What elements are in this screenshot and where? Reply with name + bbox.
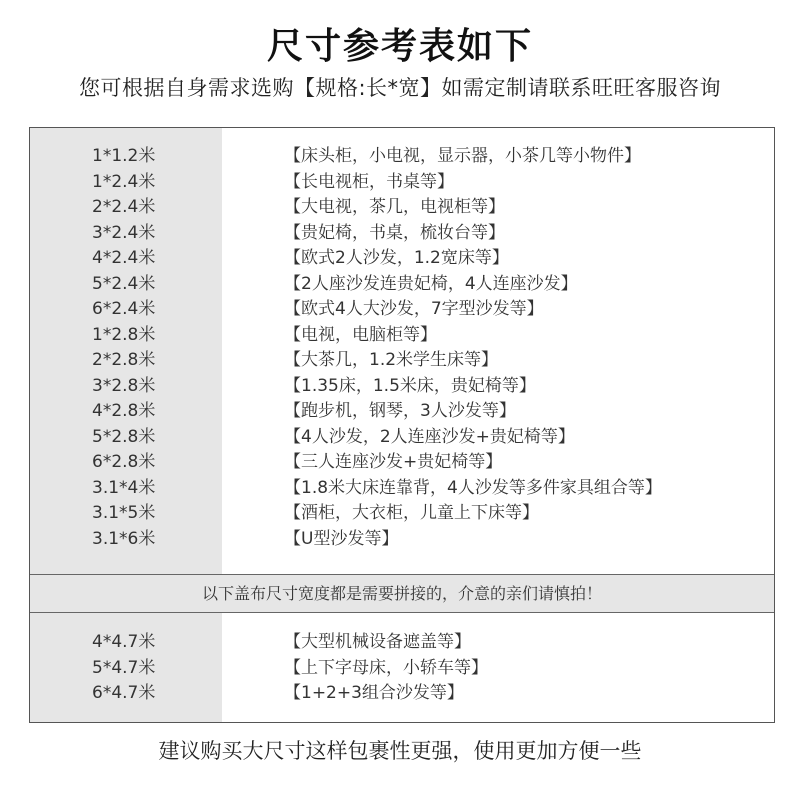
table-row — [30, 656, 774, 681]
usage-cell: 【大电视，茶几，电视柜等】 — [284, 197, 505, 217]
usage-cell: 【酒柜，大衣柜，儿童上下床等】 — [284, 503, 539, 523]
size-cell: 5*4.7米 — [92, 657, 156, 678]
size-cell: 3.1*5米 — [92, 503, 156, 523]
size-cell: 4*4.7米 — [92, 632, 156, 652]
usage-cell: 【欧式4人大沙发，7字型沙发等】 — [284, 299, 544, 319]
size-cell: 3.1*4米 — [92, 477, 156, 498]
page-subtitle: 您可根据自身需求选购【规格:长*宽】如需定制请联系旺旺客服咨询 — [78, 76, 722, 100]
usage-cell: 【上下字母床，小轿车等】 — [284, 657, 488, 678]
usage-cell: 【大型机械设备遮盖等】 — [284, 632, 471, 652]
size-reference-table — [29, 127, 775, 723]
table-row — [30, 348, 774, 373]
usage-cell: 【长电视柜，书桌等】 — [284, 171, 454, 192]
size-cell: 4*2.4米 — [92, 248, 156, 268]
size-cell: 5*2.8米 — [92, 426, 156, 447]
usage-cell: 【贵妃椅，书桌，梳妆台等】 — [284, 222, 505, 243]
size-cell: 4*2.8米 — [92, 401, 156, 421]
size-cell: 2*2.8米 — [92, 350, 156, 370]
usage-cell: 【1.8米大床连靠背，4人沙发等多件家具组合等】 — [284, 477, 662, 498]
table-row — [30, 272, 774, 297]
size-cell: 6*4.7米 — [92, 683, 156, 703]
table-row — [30, 297, 774, 322]
usage-cell: 【电视，电脑柜等】 — [284, 324, 437, 345]
divider — [30, 612, 774, 613]
table-row — [30, 195, 774, 220]
size-cell: 3*2.8米 — [92, 375, 156, 396]
table-row — [30, 425, 774, 450]
table-row — [30, 221, 774, 246]
usage-cell: 【1.35床，1.5米床，贵妃椅等】 — [284, 375, 536, 396]
footer-note: 建议购买大尺寸这样包裹性更强，使用更加方便一些 — [158, 739, 642, 763]
usage-cell: 【欧式2人沙发，1.2宽床等】 — [284, 248, 509, 268]
table-row — [30, 501, 774, 526]
splice-notice: 以下盖布尺寸宽度都是需要拼接的，介意的亲们请慎拍！ — [30, 575, 774, 612]
size-cell: 1*1.2米 — [92, 146, 156, 166]
usage-cell: 【1+2+3组合沙发等】 — [284, 683, 464, 703]
table-row — [30, 144, 774, 169]
table-row — [30, 399, 774, 424]
table-row — [30, 527, 774, 552]
size-cell: 1*2.8米 — [92, 324, 156, 345]
usage-cell: 【U型沙发等】 — [284, 528, 399, 549]
page-title: 尺寸参考表如下 — [266, 26, 533, 67]
usage-cell: 【三人连座沙发+贵妃椅等】 — [284, 452, 503, 472]
table-row — [30, 450, 774, 475]
size-cell: 1*2.4米 — [92, 171, 156, 192]
table-row — [30, 323, 774, 348]
usage-cell: 【2人座沙发连贵妃椅，4人连座沙发】 — [284, 273, 578, 294]
table-row — [30, 681, 774, 706]
size-cell: 3*2.4米 — [92, 222, 156, 243]
usage-cell: 【4人沙发，2人连座沙发+贵妃椅等】 — [284, 426, 575, 447]
table-row — [30, 476, 774, 501]
size-cell: 5*2.4米 — [92, 273, 156, 294]
usage-cell: 【大茶几，1.2米学生床等】 — [284, 350, 499, 370]
size-cell: 2*2.4米 — [92, 197, 156, 217]
table-row — [30, 246, 774, 271]
size-cell: 6*2.8米 — [92, 452, 156, 472]
usage-cell: 【床头柜，小电视，显示器，小茶几等小物件】 — [284, 146, 641, 166]
size-cell: 6*2.4米 — [92, 299, 156, 319]
usage-cell: 【跑步机，钢琴，3人沙发等】 — [284, 401, 516, 421]
size-cell: 3.1*6米 — [92, 528, 156, 549]
table-row — [30, 374, 774, 399]
table-row — [30, 170, 774, 195]
table-row — [30, 630, 774, 655]
